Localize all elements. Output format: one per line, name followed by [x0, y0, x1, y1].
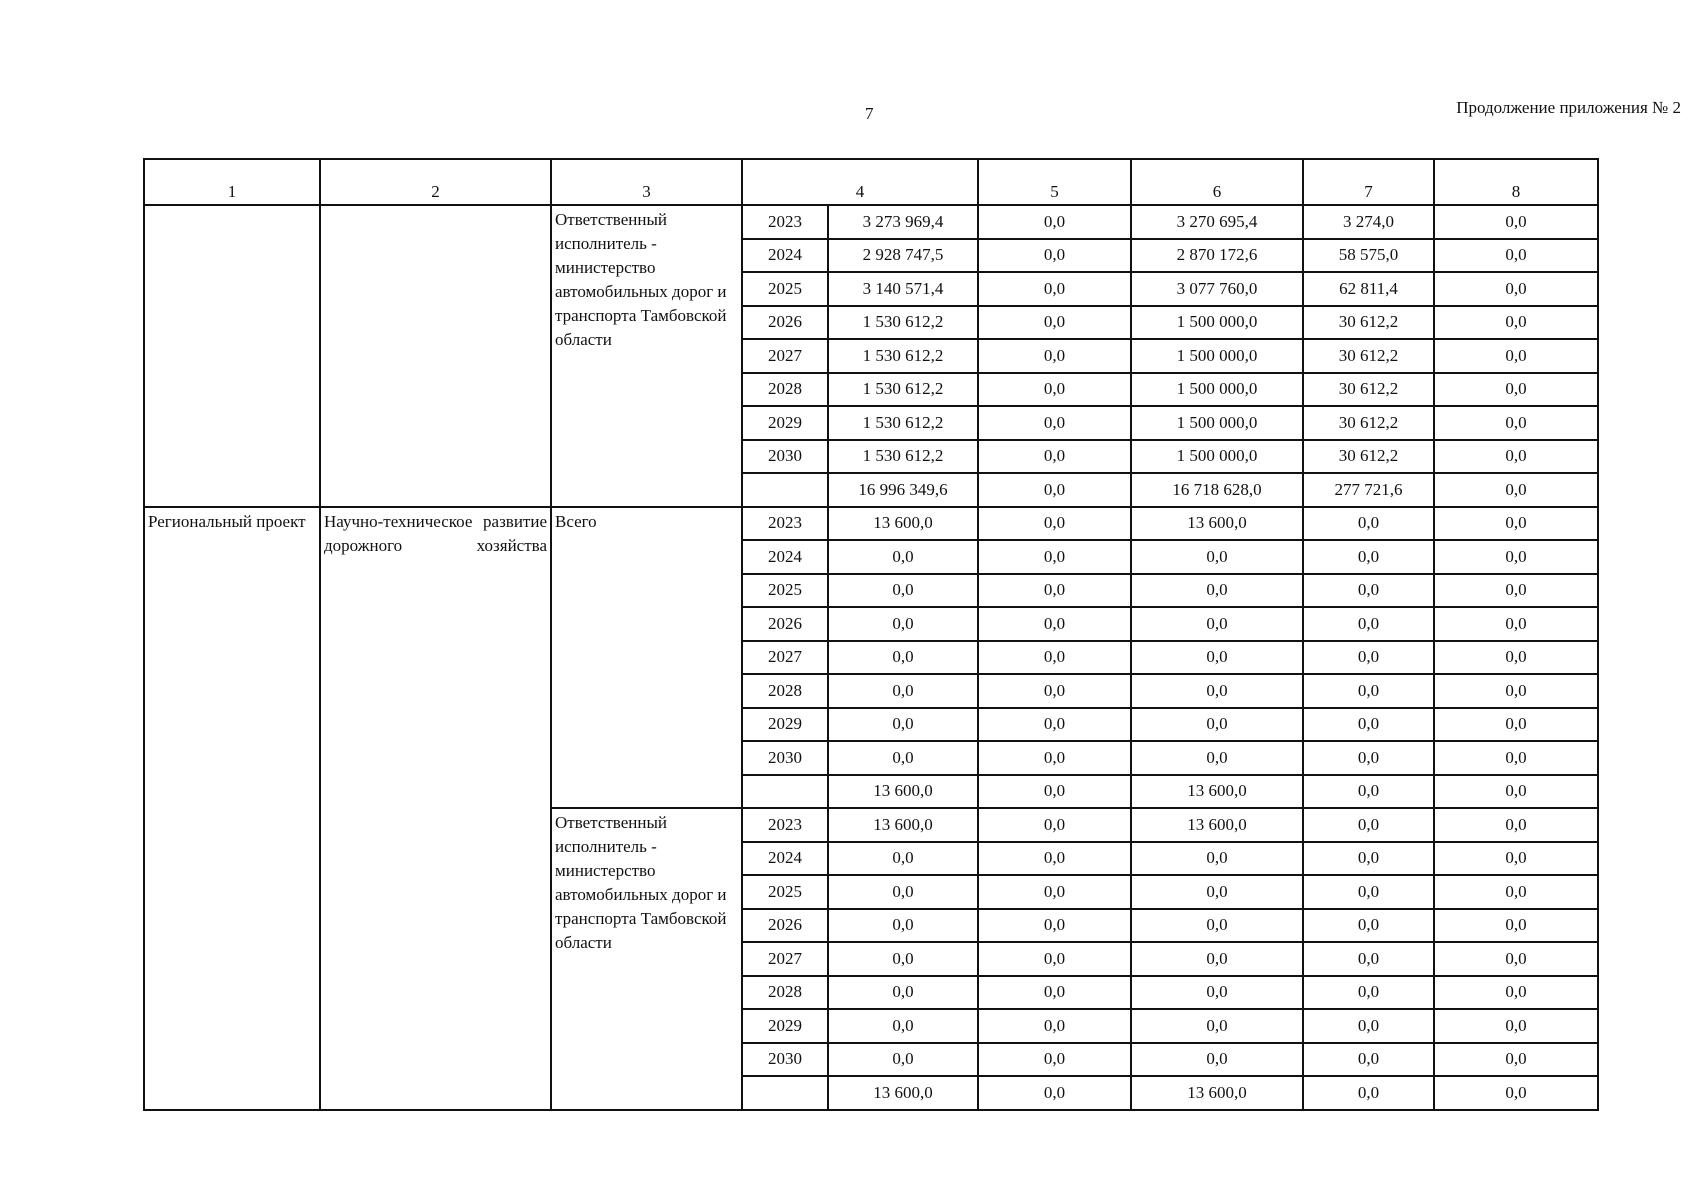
- column-header-5: 5: [978, 159, 1131, 205]
- value-cell-col8: 0,0: [1434, 875, 1598, 909]
- value-cell-col7: 0,0: [1303, 1076, 1434, 1110]
- table-row: [144, 507, 1598, 541]
- value-cell-col6: 1 500 000,0: [1131, 440, 1303, 474]
- year-cell: [742, 775, 828, 809]
- continuation-label: Продолжение приложения № 2: [1456, 98, 1681, 117]
- value-cell-col4: 1 530 612,2: [828, 306, 978, 340]
- value-cell-col7: 0,0: [1303, 674, 1434, 708]
- value-cell-col5: 0,0: [978, 272, 1131, 306]
- year-cell: 2027: [742, 942, 828, 976]
- value-cell-col4: 1 530 612,2: [828, 339, 978, 373]
- year-cell: 2026: [742, 306, 828, 340]
- value-cell-col8: 0,0: [1434, 507, 1598, 541]
- value-cell-col4: 3 273 969,4: [828, 205, 978, 239]
- value-cell-col8: 0,0: [1434, 775, 1598, 809]
- year-cell: 2029: [742, 708, 828, 742]
- column-header-6: 6: [1131, 159, 1303, 205]
- column-header-4: 4: [742, 159, 978, 205]
- value-cell-col6: 1 500 000,0: [1131, 306, 1303, 340]
- value-cell-col6: 0,0: [1131, 909, 1303, 943]
- value-cell-col5: 0,0: [978, 306, 1131, 340]
- year-cell: 2030: [742, 741, 828, 775]
- year-cell: 2026: [742, 909, 828, 943]
- value-cell-col4: 13 600,0: [828, 507, 978, 541]
- column-header-8: 8: [1434, 159, 1598, 205]
- value-cell-col5: 0,0: [978, 674, 1131, 708]
- value-cell-col5: 0,0: [978, 909, 1131, 943]
- value-cell-col6: 1 500 000,0: [1131, 339, 1303, 373]
- table-row: [144, 205, 1598, 239]
- value-cell-col6: 16 718 628,0: [1131, 473, 1303, 507]
- value-cell-col4: 0,0: [828, 1009, 978, 1043]
- value-cell-col8: 0,0: [1434, 641, 1598, 675]
- empty-cell-col1: [144, 205, 320, 507]
- value-cell-col4: 3 140 571,4: [828, 272, 978, 306]
- year-cell: 2029: [742, 406, 828, 440]
- value-cell-col4: 2 928 747,5: [828, 239, 978, 273]
- value-cell-col4: 0,0: [828, 741, 978, 775]
- year-cell: 2028: [742, 976, 828, 1010]
- value-cell-col8: 0,0: [1434, 942, 1598, 976]
- value-cell-col8: 0,0: [1434, 607, 1598, 641]
- value-cell-col6: 0,0: [1131, 540, 1303, 574]
- year-cell: 2027: [742, 641, 828, 675]
- value-cell-col8: 0,0: [1434, 1043, 1598, 1077]
- value-cell-col7: 0,0: [1303, 641, 1434, 675]
- value-cell-col5: 0,0: [978, 1009, 1131, 1043]
- year-cell: [742, 1076, 828, 1110]
- value-cell-col5: 0,0: [978, 339, 1131, 373]
- value-cell-col8: 0,0: [1434, 272, 1598, 306]
- year-cell: 2025: [742, 272, 828, 306]
- value-cell-col6: 3 077 760,0: [1131, 272, 1303, 306]
- value-cell-col8: 0,0: [1434, 239, 1598, 273]
- value-cell-col4: 13 600,0: [828, 808, 978, 842]
- value-cell-col8: 0,0: [1434, 473, 1598, 507]
- year-cell: 2023: [742, 205, 828, 239]
- value-cell-col5: 0,0: [978, 775, 1131, 809]
- value-cell-col5: 0,0: [978, 507, 1131, 541]
- value-cell-col5: 0,0: [978, 708, 1131, 742]
- table-body: [144, 205, 1598, 1110]
- value-cell-col5: 0,0: [978, 205, 1131, 239]
- value-cell-col8: 0,0: [1434, 306, 1598, 340]
- year-cell: 2025: [742, 574, 828, 608]
- value-cell-col5: 0,0: [978, 473, 1131, 507]
- value-cell-col7: 0,0: [1303, 1043, 1434, 1077]
- year-cell: 2025: [742, 875, 828, 909]
- value-cell-col7: 30 612,2: [1303, 339, 1434, 373]
- value-cell-col7: 0,0: [1303, 875, 1434, 909]
- value-cell-col7: 277 721,6: [1303, 473, 1434, 507]
- value-cell-col7: 30 612,2: [1303, 373, 1434, 407]
- value-cell-col4: 0,0: [828, 674, 978, 708]
- value-cell-col6: 0,0: [1131, 1009, 1303, 1043]
- year-cell: 2023: [742, 507, 828, 541]
- value-cell-col6: 1 500 000,0: [1131, 373, 1303, 407]
- value-cell-col4: 0,0: [828, 574, 978, 608]
- value-cell-col5: 0,0: [978, 641, 1131, 675]
- value-cell-col4: 0,0: [828, 607, 978, 641]
- value-cell-col5: 0,0: [978, 607, 1131, 641]
- value-cell-col4: 0,0: [828, 1043, 978, 1077]
- value-cell-col6: 0,0: [1131, 574, 1303, 608]
- value-cell-col6: 0,0: [1131, 607, 1303, 641]
- value-cell-col4: 0,0: [828, 976, 978, 1010]
- value-cell-col6: 0,0: [1131, 674, 1303, 708]
- column-header-7: 7: [1303, 159, 1434, 205]
- value-cell-col5: 0,0: [978, 239, 1131, 273]
- value-cell-col4: 13 600,0: [828, 775, 978, 809]
- value-cell-col7: 30 612,2: [1303, 306, 1434, 340]
- value-cell-col5: 0,0: [978, 808, 1131, 842]
- value-cell-col5: 0,0: [978, 875, 1131, 909]
- year-cell: 2030: [742, 440, 828, 474]
- year-cell: 2028: [742, 373, 828, 407]
- column-header-3: 3: [551, 159, 742, 205]
- executor-label: Ответственный исполнитель - министерство автомобильных дорог и транспорта Тамбовской области: [551, 205, 742, 507]
- value-cell-col8: 0,0: [1434, 909, 1598, 943]
- value-cell-col6: 13 600,0: [1131, 507, 1303, 541]
- value-cell-col6: 2 870 172,6: [1131, 239, 1303, 273]
- year-cell: 2024: [742, 540, 828, 574]
- value-cell-col4: 1 530 612,2: [828, 440, 978, 474]
- value-cell-col8: 0,0: [1434, 842, 1598, 876]
- value-cell-col4: 0,0: [828, 875, 978, 909]
- value-cell-col8: 0,0: [1434, 741, 1598, 775]
- value-cell-col8: 0,0: [1434, 440, 1598, 474]
- value-cell-col5: 0,0: [978, 741, 1131, 775]
- total-label: Всего: [551, 507, 742, 809]
- value-cell-col8: 0,0: [1434, 373, 1598, 407]
- value-cell-col6: 0,0: [1131, 842, 1303, 876]
- value-cell-col8: 0,0: [1434, 808, 1598, 842]
- value-cell-col6: 0,0: [1131, 708, 1303, 742]
- value-cell-col6: 3 270 695,4: [1131, 205, 1303, 239]
- value-cell-col7: 0,0: [1303, 574, 1434, 608]
- value-cell-col8: 0,0: [1434, 574, 1598, 608]
- value-cell-col4: 0,0: [828, 708, 978, 742]
- value-cell-col7: 0,0: [1303, 976, 1434, 1010]
- value-cell-col8: 0,0: [1434, 976, 1598, 1010]
- value-cell-col7: 0,0: [1303, 909, 1434, 943]
- value-cell-col4: 0,0: [828, 540, 978, 574]
- value-cell-col8: 0,0: [1434, 1009, 1598, 1043]
- value-cell-col5: 0,0: [978, 440, 1131, 474]
- value-cell-col7: 62 811,4: [1303, 272, 1434, 306]
- value-cell-col6: 13 600,0: [1131, 775, 1303, 809]
- header-row: [144, 159, 1598, 205]
- value-cell-col8: 0,0: [1434, 674, 1598, 708]
- value-cell-col5: 0,0: [978, 976, 1131, 1010]
- value-cell-col4: 0,0: [828, 842, 978, 876]
- value-cell-col7: 0,0: [1303, 741, 1434, 775]
- value-cell-col4: 0,0: [828, 909, 978, 943]
- value-cell-col8: 0,0: [1434, 1076, 1598, 1110]
- value-cell-col6: 1 500 000,0: [1131, 406, 1303, 440]
- value-cell-col4: 1 530 612,2: [828, 406, 978, 440]
- value-cell-col6: 0,0: [1131, 942, 1303, 976]
- value-cell-col6: 13 600,0: [1131, 1076, 1303, 1110]
- value-cell-col5: 0,0: [978, 406, 1131, 440]
- year-cell: [742, 473, 828, 507]
- value-cell-col5: 0,0: [978, 373, 1131, 407]
- value-cell-col4: 16 996 349,6: [828, 473, 978, 507]
- value-cell-col5: 0,0: [978, 842, 1131, 876]
- value-cell-col5: 0,0: [978, 574, 1131, 608]
- value-cell-col8: 0,0: [1434, 205, 1598, 239]
- value-cell-col4: 1 530 612,2: [828, 373, 978, 407]
- value-cell-col7: 0,0: [1303, 607, 1434, 641]
- value-cell-col4: 0,0: [828, 942, 978, 976]
- value-cell-col7: 0,0: [1303, 507, 1434, 541]
- year-cell: 2024: [742, 842, 828, 876]
- value-cell-col6: 0,0: [1131, 641, 1303, 675]
- year-cell: 2026: [742, 607, 828, 641]
- value-cell-col7: 0,0: [1303, 540, 1434, 574]
- column-header-1: 1: [144, 159, 320, 205]
- value-cell-col4: 13 600,0: [828, 1076, 978, 1110]
- value-cell-col7: 0,0: [1303, 942, 1434, 976]
- page-number: 7: [865, 104, 874, 123]
- value-cell-col4: 0,0: [828, 641, 978, 675]
- financing-table: [143, 158, 1599, 1111]
- year-cell: 2028: [742, 674, 828, 708]
- empty-cell-col2: [320, 205, 551, 507]
- year-cell: 2029: [742, 1009, 828, 1043]
- value-cell-col8: 0,0: [1434, 406, 1598, 440]
- value-cell-col7: 3 274,0: [1303, 205, 1434, 239]
- executor-label: Ответственный исполнитель - министерство автомобильных дорог и транспорта Тамбовской области: [551, 808, 742, 1110]
- value-cell-col7: 30 612,2: [1303, 440, 1434, 474]
- value-cell-col7: 58 575,0: [1303, 239, 1434, 273]
- value-cell-col7: 0,0: [1303, 808, 1434, 842]
- value-cell-col7: 0,0: [1303, 775, 1434, 809]
- year-cell: 2030: [742, 1043, 828, 1077]
- project-type-label: Региональный проект: [144, 507, 320, 1110]
- value-cell-col5: 0,0: [978, 942, 1131, 976]
- value-cell-col7: 0,0: [1303, 842, 1434, 876]
- value-cell-col5: 0,0: [978, 1076, 1131, 1110]
- year-cell: 2024: [742, 239, 828, 273]
- value-cell-col8: 0,0: [1434, 708, 1598, 742]
- column-header-2: 2: [320, 159, 551, 205]
- value-cell-col7: 0,0: [1303, 1009, 1434, 1043]
- value-cell-col5: 0,0: [978, 540, 1131, 574]
- value-cell-col6: 0,0: [1131, 741, 1303, 775]
- value-cell-col8: 0,0: [1434, 339, 1598, 373]
- value-cell-col7: 0,0: [1303, 708, 1434, 742]
- value-cell-col6: 0,0: [1131, 1043, 1303, 1077]
- value-cell-col6: 13 600,0: [1131, 808, 1303, 842]
- value-cell-col7: 30 612,2: [1303, 406, 1434, 440]
- project-name-label: Научно-техническое развитие дорожного хозяйства: [320, 507, 551, 1110]
- year-cell: 2027: [742, 339, 828, 373]
- value-cell-col6: 0,0: [1131, 875, 1303, 909]
- value-cell-col8: 0,0: [1434, 540, 1598, 574]
- year-cell: 2023: [742, 808, 828, 842]
- value-cell-col6: 0,0: [1131, 976, 1303, 1010]
- value-cell-col5: 0,0: [978, 1043, 1131, 1077]
